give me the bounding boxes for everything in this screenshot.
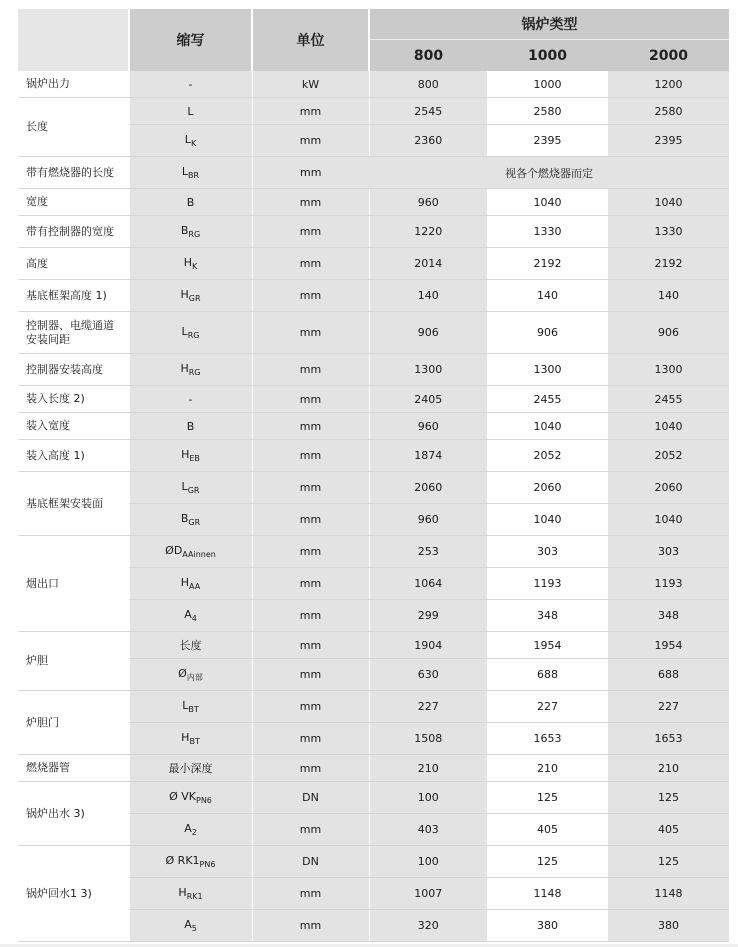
value-800: 100 [369,846,487,878]
value-1000: 2060 [487,472,608,504]
table-body [18,71,729,942]
unit-cell: mm [252,98,369,125]
row-label: 烟出口 [18,536,129,632]
unit-cell: mm [252,354,369,386]
value-2000: 348 [608,600,729,632]
unit-cell: mm [252,312,369,354]
table-row [18,755,729,782]
unit-cell: kW [252,71,369,98]
value-1000: 1040 [487,413,608,440]
value-800: 960 [369,504,487,536]
value-800: 320 [369,910,487,942]
value-2000: 1040 [608,504,729,536]
unit-cell: mm [252,440,369,472]
abbr-cell: $B_{RG}$ [129,216,252,248]
value-800: 1007 [369,878,487,910]
row-label: 炉胆门 [18,691,129,755]
boiler-spec-table-frame [18,9,729,945]
unit-cell: mm [252,600,369,632]
value-800: 630 [369,659,487,691]
abbr-cell: $ØD_{AAinnen}$ [129,536,252,568]
value-1000: 125 [487,846,608,878]
unit-cell: mm [252,280,369,312]
value-2000: 1040 [608,413,729,440]
unit-cell: mm [252,157,369,189]
value-2000: 210 [608,755,729,782]
value-1000: 405 [487,814,608,846]
value-1000: 2580 [487,98,608,125]
value-1000: 1040 [487,504,608,536]
value-2000: 125 [608,782,729,814]
table-row [18,413,729,440]
value-1000: 227 [487,691,608,723]
row-label: 基底框架安装面 [18,472,129,536]
table-row [18,71,729,98]
value-2000: 1653 [608,723,729,755]
value-800: 960 [369,413,487,440]
value-1000: 2192 [487,248,608,280]
table-row [18,386,729,413]
abbr-cell: $L_{BT}$ [129,691,252,723]
abbr-cell: $H_{EB}$ [129,440,252,472]
unit-cell: mm [252,814,369,846]
unit-cell: mm [252,632,369,659]
table-row [18,354,729,386]
value-1000: 303 [487,536,608,568]
table-row [18,536,729,568]
header-boiler-type: 锅炉类型 [369,9,729,40]
unit-cell: mm [252,659,369,691]
abbr-cell: $L_K$ [129,125,252,157]
table-row [18,782,729,814]
value-800: 2405 [369,386,487,413]
value-1000: 125 [487,782,608,814]
table-row [18,280,729,312]
row-label: 基底框架高度 1) [18,280,129,312]
unit-cell: mm [252,504,369,536]
row-label: 锅炉回水1 3) [18,846,129,942]
abbr-cell: $L_{GR}$ [129,472,252,504]
merged-value-cell: 视各个燃烧器而定 [369,157,729,189]
table-row [18,632,729,659]
value-800: 1300 [369,354,487,386]
value-800: 2060 [369,472,487,504]
value-2000: 125 [608,846,729,878]
value-1000: 1330 [487,216,608,248]
value-1000: 1954 [487,632,608,659]
value-1000: 1193 [487,568,608,600]
row-label: 装入宽度 [18,413,129,440]
value-1000: 1000 [487,71,608,98]
value-800: 403 [369,814,487,846]
row-label: 带有燃烧器的长度 [18,157,129,189]
table-row [18,846,729,878]
abbr-cell: $A_2$ [129,814,252,846]
value-800: 253 [369,536,487,568]
abbr-cell: 长度 [129,632,252,659]
abbr-cell: L [129,98,252,125]
unit-cell: mm [252,472,369,504]
row-label: 控制器安装高度 [18,354,129,386]
table-row [18,248,729,280]
value-800: 1508 [369,723,487,755]
value-2000: 1040 [608,189,729,216]
value-1000: 140 [487,280,608,312]
unit-cell: mm [252,723,369,755]
value-1000: 1040 [487,189,608,216]
row-label: 控制器、电缆通道安装间距 [18,312,129,354]
abbr-cell: $H_{BT}$ [129,723,252,755]
value-800: 140 [369,280,487,312]
row-label: 高度 [18,248,129,280]
value-2000: 2060 [608,472,729,504]
unit-cell: mm [252,189,369,216]
unit-cell: mm [252,878,369,910]
value-2000: 1200 [608,71,729,98]
value-800: 2545 [369,98,487,125]
value-1000: 1300 [487,354,608,386]
table-header [18,9,729,71]
row-label: 炉胆 [18,632,129,691]
table-row [18,440,729,472]
table-row [18,691,729,723]
value-1000: 906 [487,312,608,354]
value-800: 1220 [369,216,487,248]
value-800: 960 [369,189,487,216]
value-1000: 1653 [487,723,608,755]
value-2000: 1148 [608,878,729,910]
value-2000: 1193 [608,568,729,600]
abbr-cell: B [129,413,252,440]
unit-cell: mm [252,386,369,413]
value-800: 299 [369,600,487,632]
row-label: 燃烧器管 [18,755,129,782]
value-1000: 1148 [487,878,608,910]
row-label: 长度 [18,98,129,157]
abbr-cell: - [129,386,252,413]
value-2000: 906 [608,312,729,354]
unit-cell: mm [252,413,369,440]
value-2000: 140 [608,280,729,312]
value-2000: 380 [608,910,729,942]
header-type-2000: 2000 [608,40,729,72]
value-1000: 380 [487,910,608,942]
value-800: 210 [369,755,487,782]
boiler-spec-table [18,9,729,942]
value-2000: 688 [608,659,729,691]
header-type-1000: 1000 [487,40,608,72]
value-800: 2014 [369,248,487,280]
abbr-cell: $A_5$ [129,910,252,942]
unit-cell: mm [252,755,369,782]
row-label: 带有控制器的宽度 [18,216,129,248]
abbr-cell: $H_{AA}$ [129,568,252,600]
row-label: 宽度 [18,189,129,216]
abbr-cell: Ø $VK_{PN6}$ [129,782,252,814]
abbr-cell: $H_{RG}$ [129,354,252,386]
unit-cell: mm [252,248,369,280]
row-label: 锅炉出水 3) [18,782,129,846]
value-1000: 688 [487,659,608,691]
value-800: 1064 [369,568,487,600]
abbr-cell: 最小深度 [129,755,252,782]
value-2000: 1300 [608,354,729,386]
header-type-800: 800 [369,40,487,72]
header-abbr: 缩写 [129,9,252,71]
unit-cell: DN [252,782,369,814]
unit-cell: DN [252,846,369,878]
table-row [18,312,729,354]
unit-cell: mm [252,568,369,600]
abbr-cell: $Ø_{内部}$ [129,659,252,691]
value-2000: 405 [608,814,729,846]
abbr-cell: $L_{BR}$ [129,157,252,189]
value-800: 1874 [369,440,487,472]
value-2000: 1330 [608,216,729,248]
row-label: 装入高度 1) [18,440,129,472]
value-1000: 2455 [487,386,608,413]
value-800: 906 [369,312,487,354]
value-2000: 2192 [608,248,729,280]
table-row [18,216,729,248]
unit-cell: mm [252,910,369,942]
table-row [18,157,729,189]
table-row [18,189,729,216]
unit-cell: mm [252,536,369,568]
abbr-cell: $H_{GR}$ [129,280,252,312]
value-2000: 303 [608,536,729,568]
value-800: 800 [369,71,487,98]
value-1000: 210 [487,755,608,782]
abbr-cell: Ø $RK1_{PN6}$ [129,846,252,878]
value-800: 100 [369,782,487,814]
value-800: 2360 [369,125,487,157]
value-1000: 2395 [487,125,608,157]
unit-cell: mm [252,216,369,248]
value-1000: 2052 [487,440,608,472]
unit-cell: mm [252,125,369,157]
row-label: 锅炉出力 [18,71,129,98]
value-1000: 348 [487,600,608,632]
header-blank-cell [18,9,129,71]
value-2000: 227 [608,691,729,723]
abbr-cell: B [129,189,252,216]
value-2000: 2580 [608,98,729,125]
abbr-cell: $H_K$ [129,248,252,280]
value-800: 227 [369,691,487,723]
abbr-cell: - [129,71,252,98]
value-2000: 2395 [608,125,729,157]
table-row [18,98,729,125]
value-800: 1904 [369,632,487,659]
table-row [18,472,729,504]
abbr-cell: $H_{RK1}$ [129,878,252,910]
abbr-cell: $L_{RG}$ [129,312,252,354]
abbr-cell: $A_4$ [129,600,252,632]
value-2000: 1954 [608,632,729,659]
row-label: 装入长度 2) [18,386,129,413]
unit-cell: mm [252,691,369,723]
value-2000: 2455 [608,386,729,413]
abbr-cell: $B_{GR}$ [129,504,252,536]
value-2000: 2052 [608,440,729,472]
header-unit: 单位 [252,9,369,71]
